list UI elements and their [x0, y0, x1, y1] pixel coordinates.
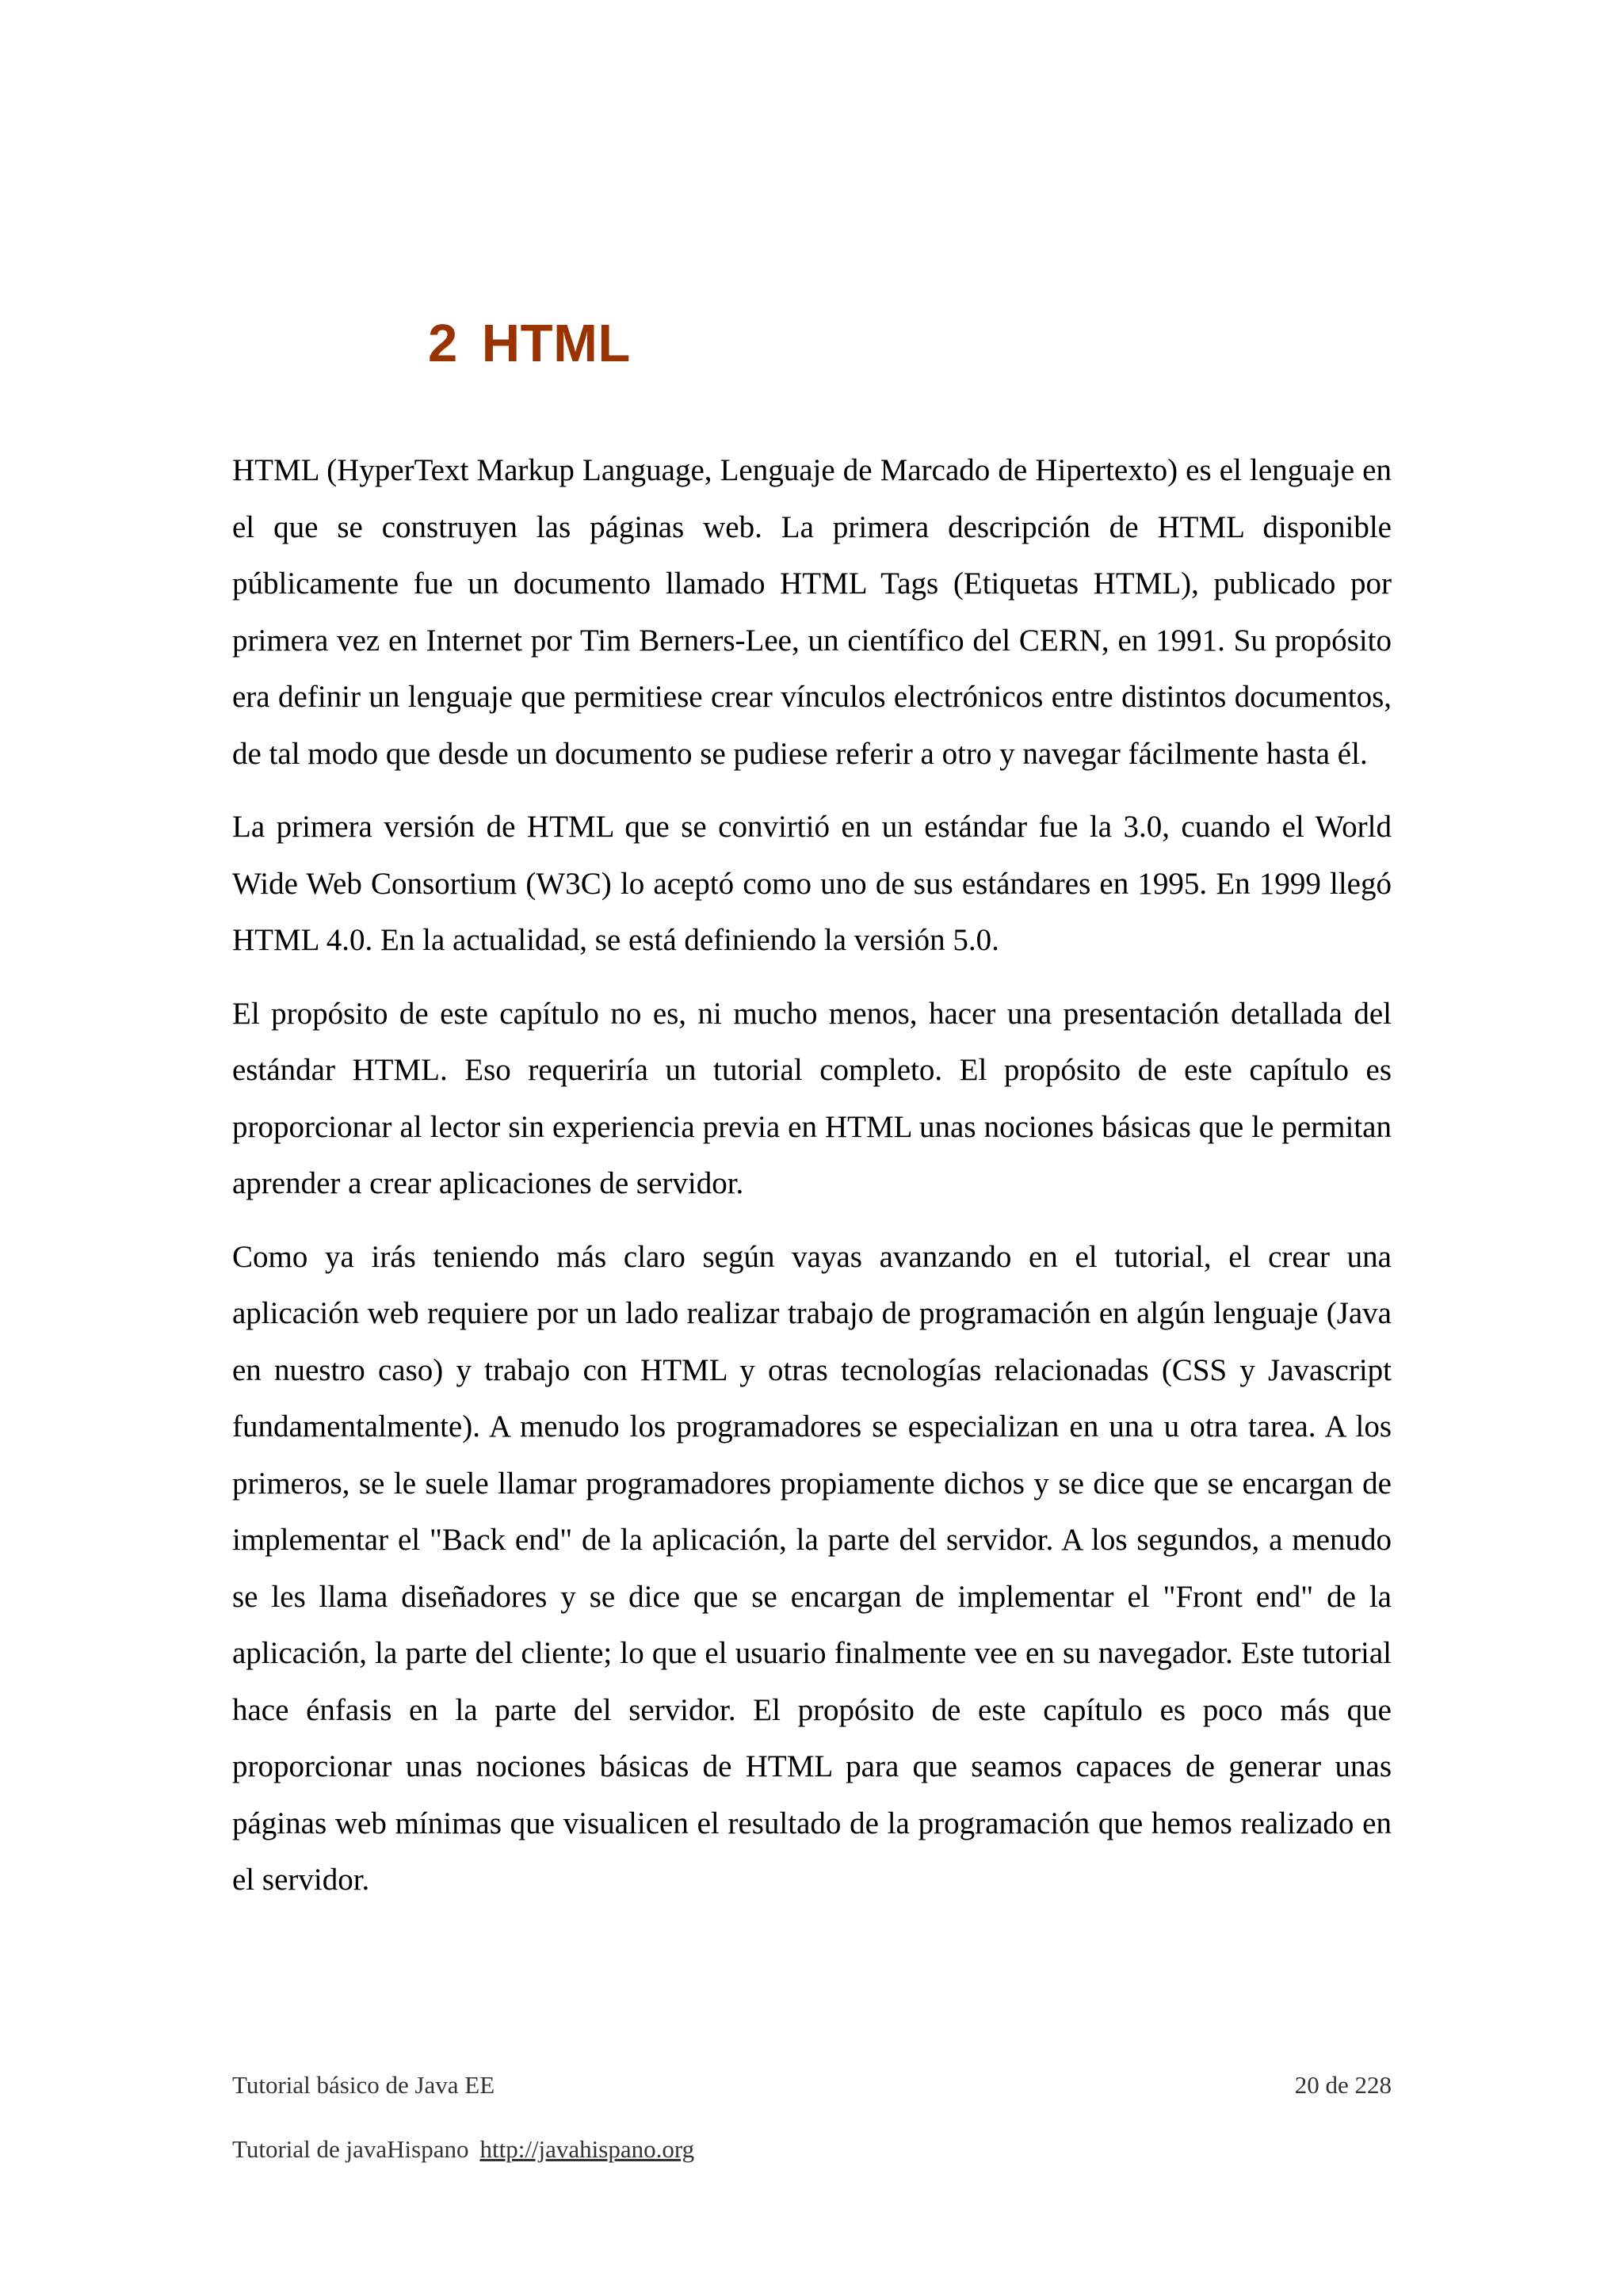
chapter-number: 2 [428, 314, 458, 373]
paragraph: El propósito de este capítulo no es, ni mucho menos, hacer una presentación detallada del estándar HTML. Eso requeriría un tutorial completo. El propósito de este capítulo es proporcionar al lector sin experiencia previa en HTML unas nociones básicas que le permitan aprender a crear aplicaciones de servidor. [232, 996, 1392, 1200]
paragraph: La primera versión de HTML que se convirtió en un estándar fue la 3.0, cuando el World Wide Web Consortium (W3C) lo aceptó como uno de sus estándares en 1995. En 1999 llegó HTML 4.0. En la actualidad, se está definiendo la versión 5.0. [232, 810, 1392, 957]
footer-series-row [232, 2135, 1392, 2164]
footer-book-row [232, 2071, 1392, 2100]
chapter-heading [428, 313, 631, 374]
javahispano-link[interactable]: http://javahispano.org [479, 2135, 695, 2163]
page-number: 20 de 228 [1294, 2071, 1392, 2099]
footer-book-title: Tutorial básico de Java EE [232, 2071, 495, 2099]
paragraph: Como ya irás teniendo más claro según vayas avanzando en el tutorial, el crear una aplicación web requiere por un lado realizar trabajo de programación en algún lenguaje (Java en nuestro caso) y trabajo con HTML y otras tecnologías relacionadas (CSS y Javascript fundamentalmente). A menudo los programadores se especializan en una u otra tarea. A los primeros, se le suele llamar programadores propiamente dichos y se dice que se encargan de implementar el "Back end" de la aplicación, la parte del servidor. A los segundos, a menudo se les llama diseñadores y se dice que se encargan de implementar el "Front end" de la aplicación, la parte del cliente; lo que el usuario finalmente vee en su navegador. Este tutorial hace énfasis en la parte del servidor. El propósito de este capítulo es poco más que proporcionar unas nociones básicas de HTML para que seamos capaces de generar unas páginas web mínimas que visualicen el resultado de la programación que hemos realizado en el servidor. [232, 1239, 1392, 1897]
paragraph: HTML (HyperText Markup Language, Lenguaje de Marcado de Hipertexto) es el lenguaje en el que se construyen las páginas web. La primera descripción de HTML disponible públicamente fue un documento llamado HTML Tags (Etiquetas HTML), publicado por primera vez en Internet por Tim Berners-Lee, un científico del CERN, en 1991. Su propósito era definir un lenguaje que permitiese crear vínculos electrónicos entre distintos documentos, de tal modo que desde un documento se pudiese referir a otro y navegar fácilmente hasta él. [232, 453, 1392, 771]
chapter-title-text: HTML [481, 314, 631, 373]
footer-series-label: Tutorial de javaHispano [232, 2135, 469, 2163]
chapter-body [232, 442, 1392, 1925]
